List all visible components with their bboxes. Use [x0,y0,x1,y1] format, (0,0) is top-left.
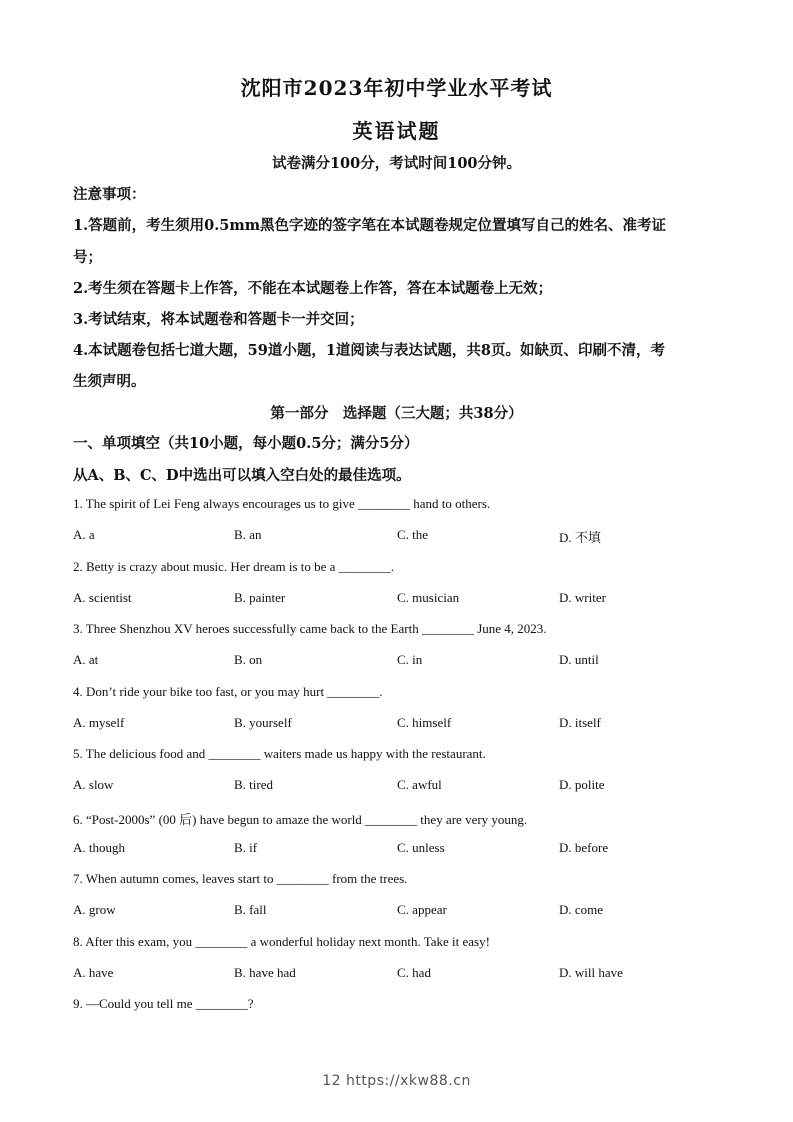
answer-option: C. had [397,964,431,980]
page-title: 沈阳市2023年初中学业水平考试 [240,76,553,100]
question-stem: 6. “Post-2000s” (00 后) have begun to amaze the world ________ they are very young. [73,811,528,827]
answer-option: D. will have [559,964,623,980]
answer-option: B. have had [234,964,296,980]
answer-option: A. slow [73,777,114,792]
note-3: 3.考试结束，将本试题卷和答题卡一并交回； [73,311,364,328]
answer-option: B. tired [234,777,273,792]
answer-option: A. myself [73,714,125,730]
answer-option: C. the [397,527,429,542]
note-4-line-2: 生须声明。 [73,373,146,390]
answer-option: D. come [559,902,604,917]
section-instruction: 从A、B、C、D中选出可以填入空白处的最佳选项。 [73,467,411,484]
page-footer: 12 https://xkw88.cn [322,1073,471,1089]
question-stem: 7. When autumn comes, leaves start to ________ from the trees. [73,871,408,886]
note-1-line-1: 1.答题前，考生须用0.5mm黑色字迹的签字笔在本试题卷规定位置填写自己的姓名、准考证 [73,217,667,234]
answer-option: B. an [234,527,262,542]
notes-heading: 注意事项： [73,186,146,203]
question-stem: 5. The delicious food and ________ waiters made us happy with the restaurant. [73,746,486,761]
exam-info: 试卷满分100分，考试时间100分钟。 [271,155,522,172]
answer-option: B. fall [234,902,267,917]
question-stem: 4. Don’t ride your bike too fast, or you may hurt ________. [73,683,383,699]
answer-option: D. itself [559,714,601,730]
answer-option: C. himself [397,714,452,730]
answer-option: B. painter [234,589,286,605]
answer-option: A. scientist [73,589,132,605]
answer-option: C. awful [397,777,442,792]
question-stem: 1. The spirit of Lei Feng always encourages us to give ________ hand to others. [73,496,491,511]
answer-option: A. at [73,652,99,667]
question-stem: 8. After this exam, you ________ a wonderful holiday next month. Take it easy! [73,933,490,949]
answer-option: D. until [559,652,599,667]
answer-option: B. if [234,839,258,855]
answer-option: D. before [559,839,609,855]
question-stem: 2. Betty is crazy about music. Her dream is to be a ________. [73,558,394,574]
answer-option: C. unless [397,839,445,855]
answer-option: C. musician [397,589,460,605]
answer-option: D. writer [559,589,606,605]
note-1-line-2: 号； [73,249,102,266]
answer-option: B. yourself [234,714,292,730]
question-stem: 3. Three Shenzhou XV heroes successfully came back to the Earth ________ June 4, 2023. [73,621,547,636]
page-subtitle: 英语试题 [352,119,441,143]
answer-option: A. grow [73,902,116,917]
answer-option: A. a [73,527,95,542]
answer-option: C. in [397,652,423,667]
answer-option: C. appear [397,902,447,917]
answer-option: A. though [73,839,125,855]
answer-option: A. have [73,964,114,980]
section-heading: 一、单项填空（共10小题，每小题0.5分；满分5分） [73,435,419,452]
answer-option: B. on [234,652,263,667]
part-title: 第一部分 选择题（三大题；共38分） [270,405,523,422]
note-4-line-1: 4.本试题卷包括七道大题，59道小题，1道阅读与表达试题，共8页。如缺页、印刷不清，考 [73,342,665,359]
note-2: 2.考生须在答题卡上作答，不能在本试题卷上作答，答在本试题卷上无效； [73,280,553,297]
question-stem: 9. —Could you tell me ________? [73,996,254,1011]
answer-option: D. 不填 [559,530,601,545]
answer-option: D. polite [559,777,605,792]
